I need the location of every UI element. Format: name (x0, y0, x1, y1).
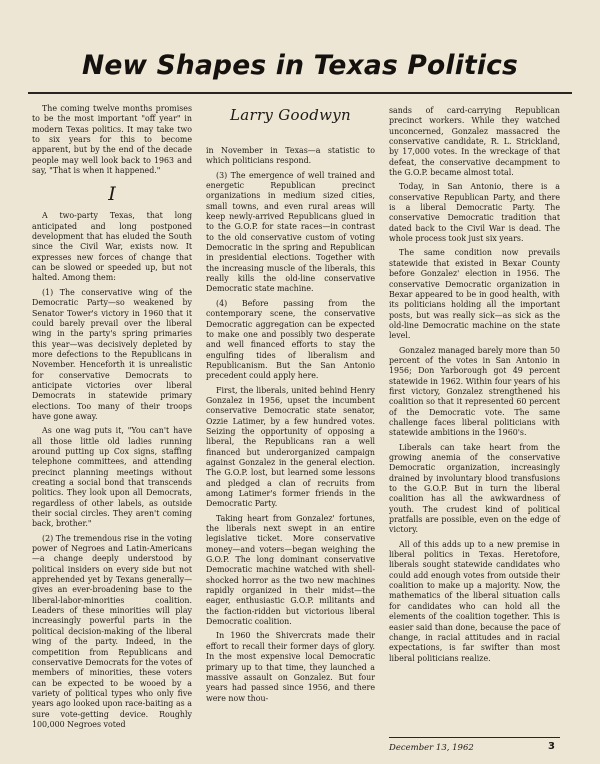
paragraph: (1) The conservative wing of the Democratic Party—so weakened by Senator Tower's victory in 1960 that it could barely prevail over the liberal wing in the party's spring primaries this year—was decisively depleted by more defections to the Republicans in November. Henceforth it is unrealistic for conservative Democrats to anticipate victories over liberal Democrats in statewide primary elections. Too many of their troops have gone away. (32, 287, 192, 421)
paragraph: Gonzalez managed barely more than 50 percent of the votes in San Antonio in 1956; Don Yarborough got 49 percent statewide in 1962. Within four years of his first victory, Gonzalez strengthened his coalition so that it represented 60 percent of the Democratic vote. The same challenge faces liberal politicians with statewide ambitions in the 1960's. (389, 345, 560, 438)
paragraph: Liberals can take heart from the growing anemia of the conservative Democratic organization, increasingly drained by involuntary blood transfusions to the G.O.P. But in turn the liberal coalition has all the awkwardness of youth. The crudest kind of political pratfalls are possible, even on the edge of victory. (389, 442, 560, 535)
issue-date: December 13, 1962 (389, 743, 474, 753)
section-numeral: I (108, 183, 116, 206)
paragraph: Today, in San Antonio, there is a conservative Republican Party, and there is a liberal Democratic Party. The conservative Democratic tradition that dated back to the Civil War is dead. The whole process took just six years. (389, 182, 560, 244)
page-number: 3 (548, 741, 555, 752)
paragraph: sands of card-carrying Republican precinct workers. While they watched unconcerned, Gonzalez massacred the conservative candidate, R. L. Strickland, by 17,000 votes. In the wreckage of that defeat, the conservative decampment to the G.O.P. became almost total. (389, 106, 560, 178)
footer-rule (389, 737, 560, 738)
column-3 (389, 106, 560, 668)
title-rule (28, 92, 572, 94)
paragraph: The same condition now prevails statewide that existed in Bexar County before Gonzalez' election in 1956. The conservative Democratic organization in Bexar appeared to be in good health, with its politicians holding all the important posts, but was really sick—as sick as the old-line Democratic machine on the state level. (389, 248, 560, 341)
paragraph: (2) The tremendous rise in the voting power of Negroes and Latin-Americans—a change deeply understood by political insiders on every side but not apprehended yet by Texans generally—gives an ever-broadening base to the liberal-labor-minorities coalition. Leaders of these minorities will play increasingly powerful parts in the political decision-making of the liberal wing of the party. Indeed, in the competition from Republicans and conservative Democrats for the votes of members of minorities, these voters can be expected to be wooed by a variety of political types who only five years ago looked upon race-baiting as a sure vote-getting device. Roughly 100,000 Negroes voted (32, 533, 192, 729)
paragraph: The coming twelve months promises to be the most important "off year" in modern Texas politics. It may take two to six years for this to become apparent, but by the end of the decade people may well look back to 1963 and say, "That is when it happened." (32, 104, 192, 176)
paragraph: All of this adds up to a new premise in liberal politics in Texas. Heretofore, liberals sought statewide candidates who could add enough votes from outside their coalition to make up a majority. Now, the mathematics of the liberal situation calls for candidates who can hold all the elements of the coalition together. This is easier said than done, because the pace of change, in racial attitudes and in racial expectations, is far swifter than most liberal politicians realize. (389, 539, 560, 663)
paragraph: Taking heart from Gonzalez' fortunes, the liberals next swept in an entire legislative ticket. More conservative money—and voters—began weighing the G.O.P. The long dominant conservative Democratic machine watched with shell-shocked horror as the two new machines rapidly organized in their midst—the eager, enthusiastic G.O.P. militants and the faction-ridden but victorious liberal Democratic coalition. (206, 513, 375, 627)
column-2 (206, 106, 375, 708)
paragraph: in November in Texas—a statistic to which politicians respond. (206, 146, 375, 166)
paragraph: A two-party Texas, that long anticipated and long postponed development that has eluded the South since the Civil War, exists now. It expresses new forces of change that can be slowed or speeded up, but not halted. Among them: (32, 211, 192, 283)
paragraph: (4) Before passing from the contemporary scene, the conservative Democratic aggregation can be expected to make one and possibly two desperate and well financed efforts to stay the engulfing tides of liberalism and Republicanism. But the San Antonio precedent could apply here. (206, 298, 375, 381)
paragraph: In 1960 the Shivercrats made their effort to recall their former days of glory. In the most expensive local Democratic primary up to that time, they launched a massive assault on Gonzalez. But four years had passed since 1956, and there were now thou- (206, 631, 375, 703)
paragraph: First, the liberals, united behind Henry Gonzalez in 1956, upset the incumbent conservative Democratic state senator, Ozzie Latimer, by a few hundred votes. Seizing the opportunity of opposing a liberal, the Republicans ran a well financed but underorganized campaign against Gonzalez in the general election. The G.O.P. lost, but learned some lessons and pledged a clan of recruits from among Latimer's former friends in the Democratic Party. (206, 385, 375, 509)
article-title: New Shapes in Texas Politics (81, 50, 519, 81)
column-1 (32, 104, 192, 734)
paragraph: (3) The emergence of well trained and energetic Republican precinct organizations in medium sized cities, small towns, and even rural areas will keep newly-arrived Republicans glued in to the G.O.P. for state races—in contrast to the old conservative custom of voting Democratic in the spring and Republican in presidential elections. Together with the increasing muscle of the liberals, this really kills the old-line conservative Democratic state machine. (206, 170, 375, 294)
author-byline: Larry Goodwyn (229, 106, 351, 124)
paragraph: As one wag puts it, "You can't have all those little old ladies running around putting up Cox signs, staffing telephone committees, and attending precinct planning meetings without creating a social bond that transcends politics. They look upon all Democrats, regardless of other labels, as outside their social circles. They aren't coming back, brother." (32, 426, 192, 529)
